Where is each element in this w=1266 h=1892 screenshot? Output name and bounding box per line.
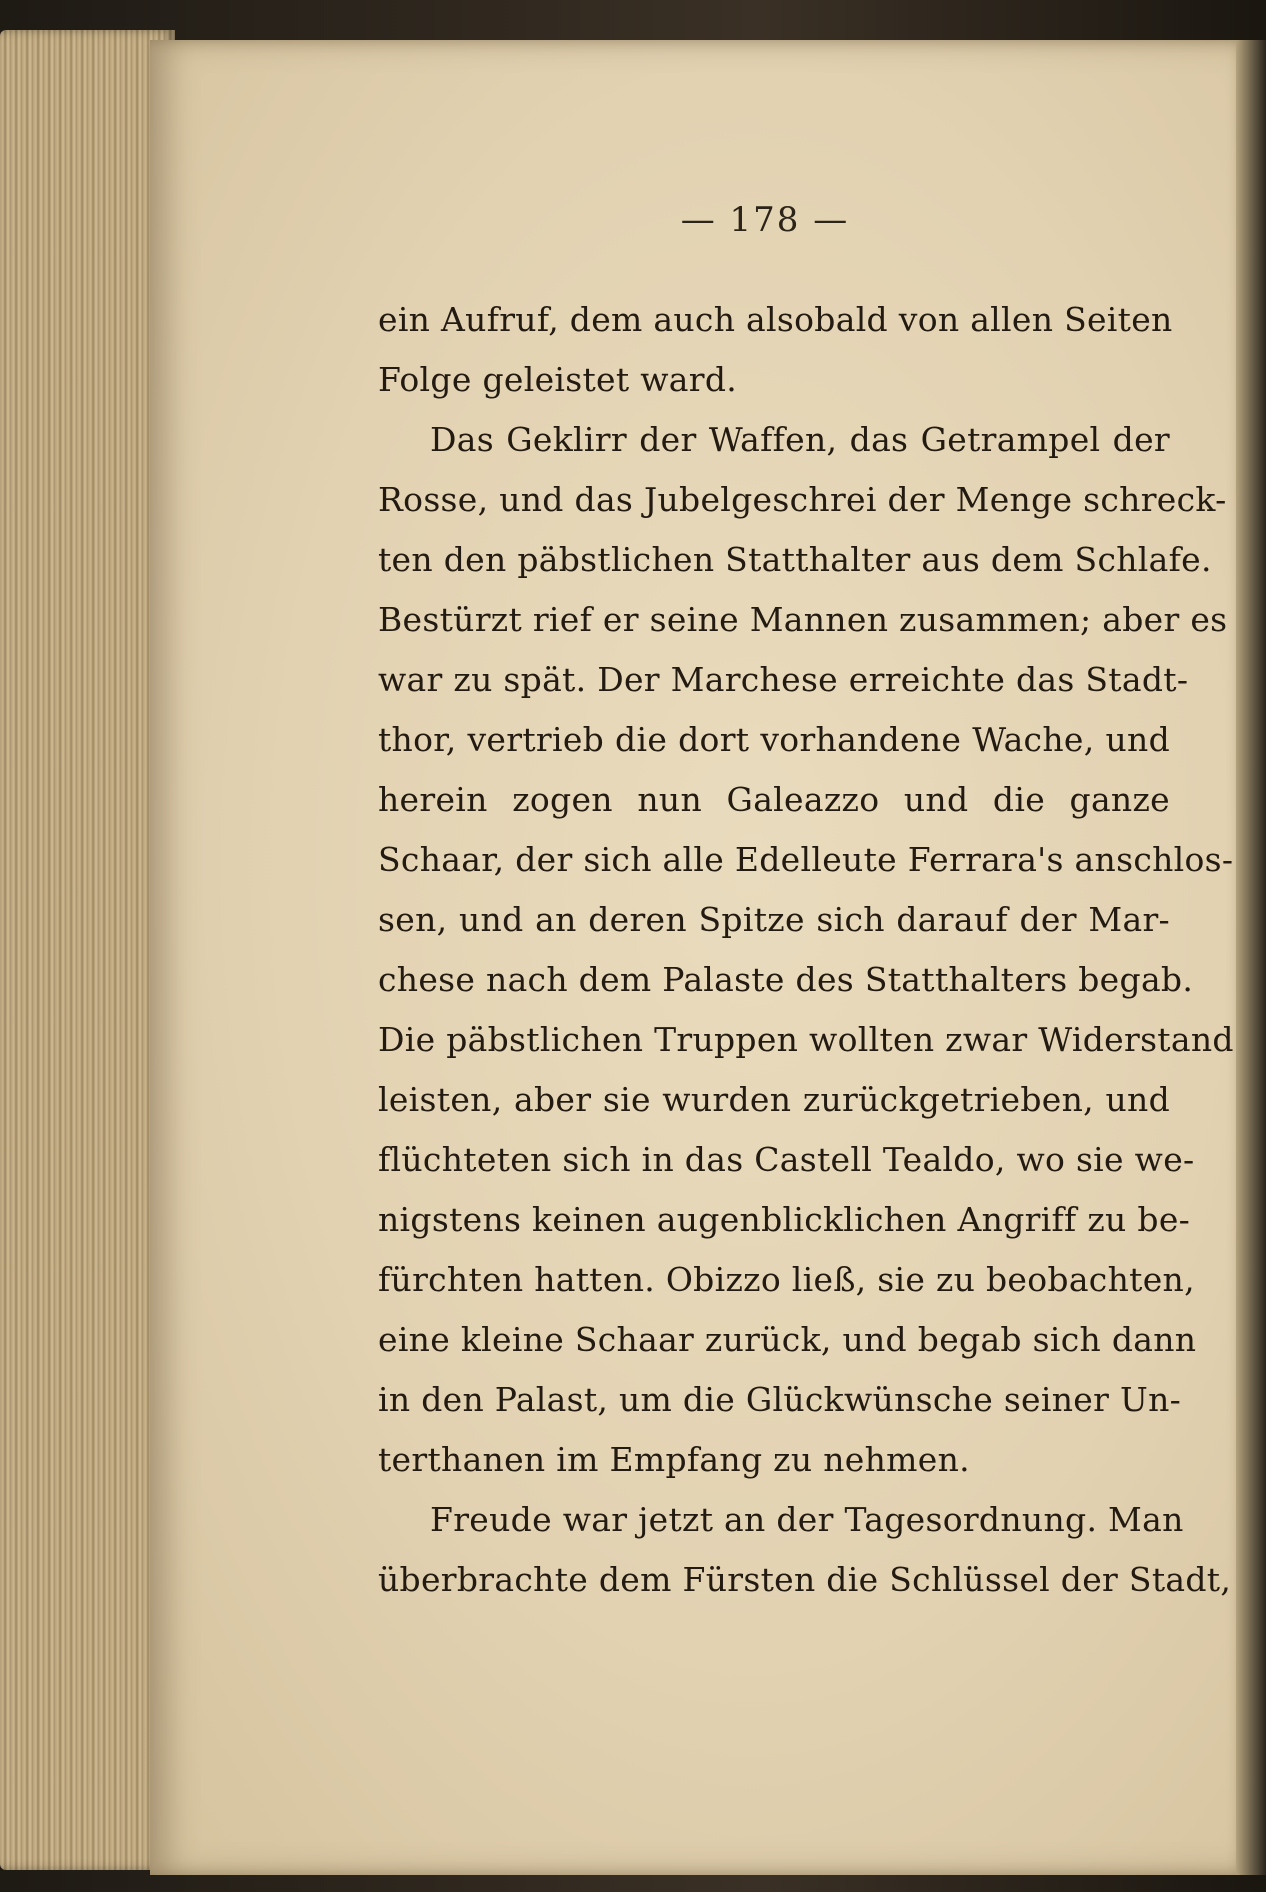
body-text [378, 290, 1234, 1610]
text-line: Rosse, und das Jubelgeschrei der Menge schreck- [378, 480, 1227, 519]
text-line: leisten, aber sie wurden zurückgetrieben, und [378, 1080, 1170, 1119]
text-line: thor, vertrieb die dort vorhandene Wache, und [378, 720, 1170, 759]
text-line: terthanen im Empfang zu nehmen. [378, 1440, 970, 1479]
text-line: ten den päbstlichen Statthalter aus dem Schlafe. [378, 540, 1212, 579]
text-line: eine kleine Schaar zurück, und begab sich dann [378, 1320, 1197, 1359]
text-line: war zu spät. Der Marchese erreichte das Stadt- [378, 660, 1189, 699]
page-number: — 178 — [680, 200, 850, 240]
text-line: flüchteten sich in das Castell Tealdo, wo sie we- [378, 1140, 1195, 1179]
text-line: chese nach dem Palaste des Statthalters begab. [378, 960, 1194, 999]
text-line: Folge geleistet ward. [378, 360, 738, 399]
text-line: Die päbstlichen Truppen wollten zwar Widerstand [378, 1020, 1234, 1059]
text-line: Freude war jetzt an der Tagesordnung. Man [430, 1500, 1184, 1539]
text-line: nigstens keinen augenblicklichen Angriff zu be- [378, 1200, 1191, 1239]
text-line: in den Palast, um die Glückwünsche seiner Un- [378, 1380, 1182, 1419]
gutter-shadow [1236, 40, 1266, 1875]
book-page-edges [0, 30, 175, 1870]
text-line: Bestürzt rief er seine Mannen zusammen; aber es [378, 600, 1228, 639]
text-line: herein zogen nun Galeazzo und die ganze [378, 780, 1170, 819]
text-line: Das Geklirr der Waffen, das Getrampel der [430, 420, 1170, 459]
text-line: fürchten hatten. Obizzo ließ, sie zu beobachten, [378, 1260, 1195, 1299]
text-line: Schaar, der sich alle Edelleute Ferrara's anschlos- [378, 840, 1234, 879]
text-line: überbrachte dem Fürsten die Schlüssel der Stadt, [378, 1560, 1232, 1599]
text-line: sen, und an deren Spitze sich darauf der Mar- [378, 900, 1170, 939]
text-line: ein Aufruf, dem auch alsobald von allen Seiten [378, 300, 1173, 339]
